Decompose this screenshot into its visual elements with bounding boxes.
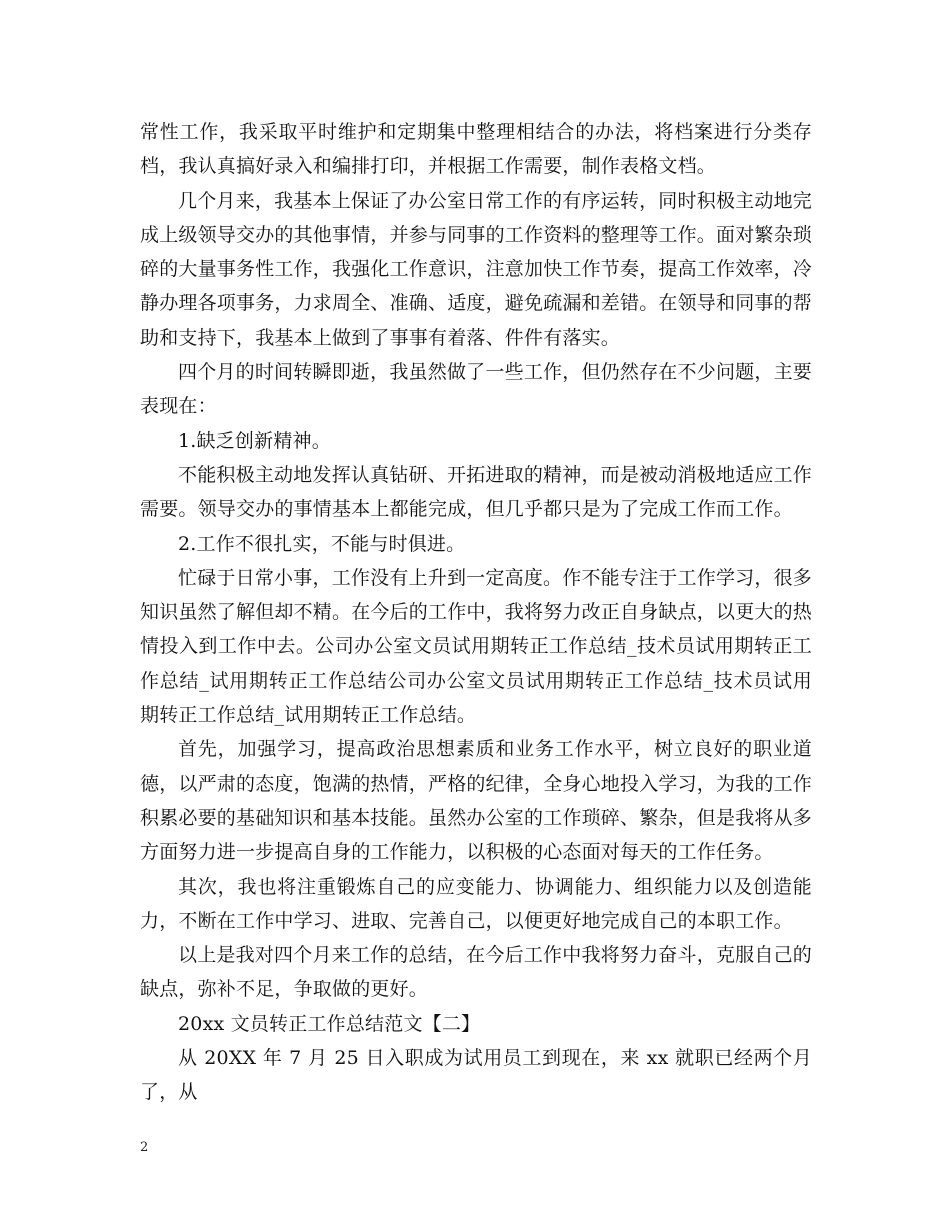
paragraph: 不能积极主动地发挥认真钻研、开拓进取的精神，而是被动消极地适应工作需要。领导交办的事情基本上都能完成，但几乎都只是为了完成工作而工作。	[140, 463, 812, 521]
paragraph: 首先，加强学习，提高政治思想素质和业务工作水平，树立良好的职业道德，以严肃的态度，饱满的热情，严格的纪律，全身心地投入学习，为我的工作积累必要的基础知识和基本技能。虽然办公室的工作琐碎、繁杂，但是我将从多方面努力进一步提高自身的工作能力，以积极的心态面对每天的工作任务。	[140, 738, 813, 864]
section-title: 20xx 文员转正工作总结范文【二】	[178, 1012, 481, 1035]
document-body	[140, 115, 812, 1110]
paragraph: 其次，我也将注重锻炼自己的应变能力、协调能力、组织能力以及创造能力，不断在工作中学习、进取、完善自己，以便更好地完成自己的本职工作。	[140, 875, 812, 932]
paragraph: 四个月的时间转瞬即逝，我虽然做了一些工作，但仍然存在不少问题，主要表现在：	[140, 361, 812, 418]
paragraph: 从 20XX 年 7 月 25 日入职成为试用员工到现在，来 xx 就职已经两个月了，从	[140, 1047, 812, 1104]
paragraph: 常性工作，我采取平时维护和定期集中整理相结合的办法，将档案进行分类存档，我认真搞好录入和编排打印，并根据工作需要，制作表格文档。	[140, 121, 812, 178]
list-heading: 2.工作不很扎实，不能与时俱进。	[178, 532, 466, 555]
page-number: 2	[140, 1140, 149, 1155]
list-heading: 1.缺乏创新精神。	[178, 429, 331, 452]
paragraph: 以上是我对四个月来工作的总结，在今后工作中我将努力奋斗，克服自己的缺点，弥补不足，争取做的更好。	[140, 944, 812, 1001]
paragraph: 几个月来，我基本上保证了办公室日常工作的有序运转，同时积极主动地完成上级领导交办的其他事情，并参与同事的工作资料的整理等工作。面对繁杂琐碎的大量事务性工作，我强化工作意识，注意加快工作节奏，提高工作效率，冷静办理各项事务，力求周全、准确、适度，避免疏漏和差错。在领导和同事的帮助和支持下，我基本上做到了事事有着落、件件有落实。	[140, 189, 813, 349]
paragraph: 忙碌于日常小事，工作没有上升到一定高度。作不能专注于工作学习，很多知识虽然了解但却不精。在今后的工作中，我将努力改正自身缺点，以更大的热情投入到工作中去。公司办公室文员试用期转正工作总结_技术员试用期转正工作总结_试用期转正工作总结公司办公室文员试用期转正工作总结_技术员试用期转正工作总结_试用期转正工作总结。	[140, 566, 813, 727]
